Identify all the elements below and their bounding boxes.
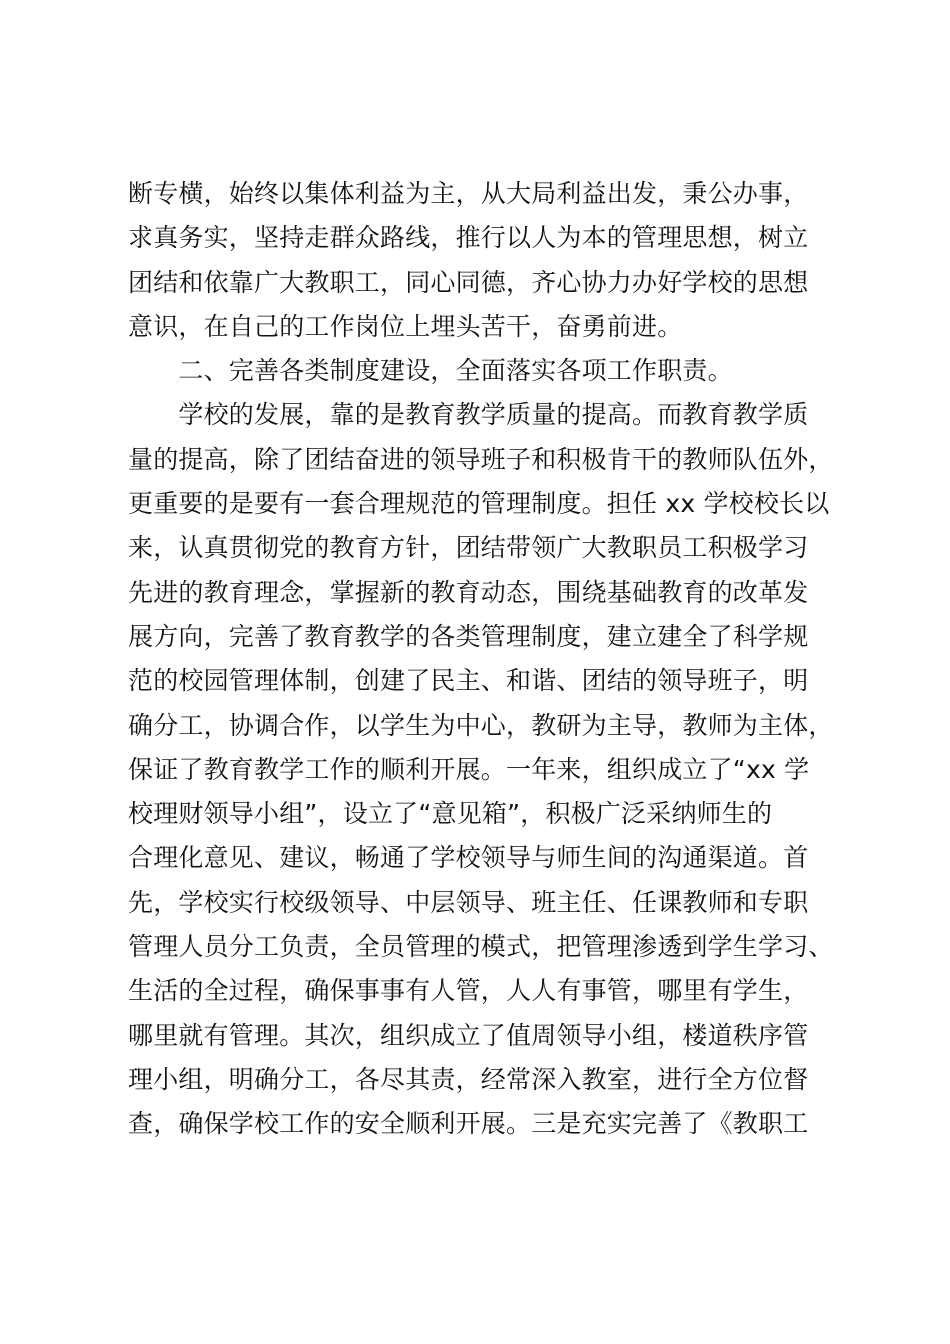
text-line: 查，确保学校工作的安全顺利开展。三是充实完善了《教职工 (128, 1109, 809, 1139)
text-line: 确分工，协调合作，以学生为中心，教研为主导，教师为主体， (128, 710, 834, 740)
text-line: 学校的发展，靠的是教育教学质量的提高。而教育教学质 (128, 400, 809, 430)
text-line: 先进的教育理念，掌握新的教育动态，围绕基础教育的改革发 (128, 577, 809, 607)
text-line: 更重要的是要有一套合理规范的管理制度。担任 xx 学校校长以 (128, 489, 830, 519)
text-line: 理小组，明确分工，各尽其责，经常深入教室，进行全方位督 (128, 1064, 809, 1094)
text-line: 量的提高，除了团结奋进的领导班子和积极肯干的教师队伍外， (128, 444, 834, 474)
document-body (128, 172, 854, 1147)
text-line: 展方向，完善了教育教学的各类管理制度，建立建全了科学规 (128, 621, 809, 651)
text-line: 来，认真贯彻党的教育方针，团结带领广大教职员工积极学习 (128, 533, 809, 563)
section-heading: 二、完善各类制度建设，全面落实各项工作职责。 (128, 356, 733, 386)
text-line: 保证了教育教学工作的顺利开展。一年来，组织成立了“xx 学 (128, 754, 810, 784)
text-line: 先，学校实行校级领导、中层领导、班主任、任课教师和专职 (128, 887, 809, 917)
text-line: 生活的全过程，确保事事有人管，人人有事管，哪里有学生， (128, 976, 809, 1006)
text-line: 意识，在自己的工作岗位上埋头苦干，奋勇前进。 (128, 311, 683, 341)
text-line: 求真务实，坚持走群众路线，推行以人为本的管理思想，树立 (128, 223, 809, 253)
text-line: 合理化意见、建议，畅通了学校领导与师生间的沟通渠道。首 (128, 843, 809, 873)
text-line: 管理人员分工负责，全员管理的模式，把管理渗透到学生学习、 (128, 932, 834, 962)
text-line: 哪里就有管理。其次，组织成立了值周领导小组，楼道秩序管 (128, 1020, 809, 1050)
text-line: 校理财领导小组”，设立了“意见箱”，积极广泛采纳师生的 (128, 799, 773, 829)
text-line: 范的校园管理体制，创建了民主、和谐、团结的领导班子，明 (128, 666, 809, 696)
text-line: 团结和依靠广大教职工，同心同德，齐心协力办好学校的思想 (128, 267, 809, 297)
text-line: 断专横，始终以集体利益为主，从大局利益出发，秉公办事， (128, 179, 809, 208)
